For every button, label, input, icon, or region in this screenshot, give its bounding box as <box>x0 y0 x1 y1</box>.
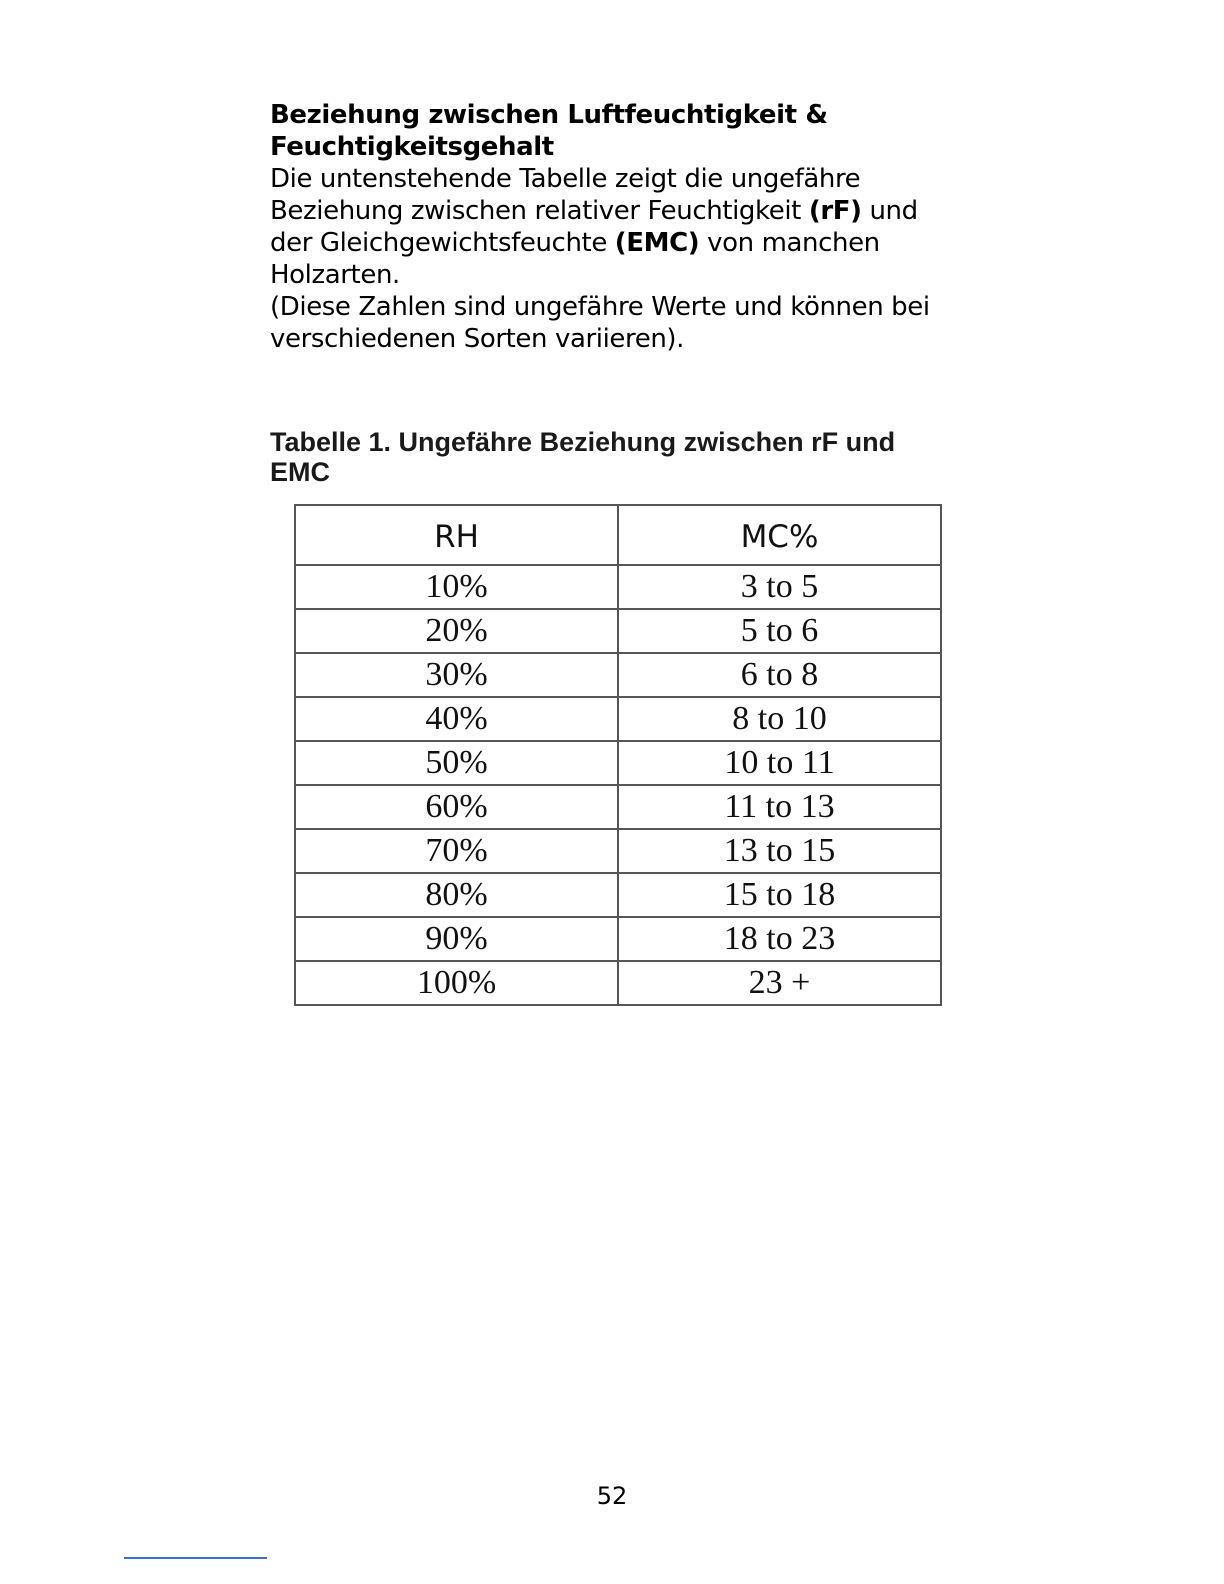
intro-text-3: von manchen Holzarten. <box>270 228 880 290</box>
cell-rh: 20% <box>295 609 618 653</box>
cell-mc: 10 to 11 <box>618 741 941 785</box>
intro-text-1: Die untenstehende Tabelle zeigt die ungefähre Beziehung zwischen relativer Feuchtigkeit <box>270 164 861 226</box>
section-heading-line2: Feuchtigkeitsgehalt <box>270 132 554 162</box>
cell-mc: 13 to 15 <box>618 829 941 873</box>
section-heading <box>270 99 950 163</box>
cell-rh: 80% <box>295 873 618 917</box>
page-number: 52 <box>596 1482 628 1510</box>
note-paragraph: (Diese Zahlen sind ungefähre Werte und können bei verschiedenen Sorten variieren). <box>270 292 930 354</box>
cell-mc: 23 + <box>618 961 941 1005</box>
emc-abbreviation: (EMC) <box>614 228 700 258</box>
table-row <box>295 565 941 609</box>
table-row <box>295 653 941 697</box>
cell-mc: 5 to 6 <box>618 609 941 653</box>
cell-mc: 8 to 10 <box>618 697 941 741</box>
cell-rh: 100% <box>295 961 618 1005</box>
table-row <box>295 873 941 917</box>
cell-rh: 10% <box>295 565 618 609</box>
header-rh: RH <box>295 505 618 565</box>
emc-table-wrapper <box>294 504 942 1006</box>
table-row <box>295 961 941 1005</box>
table-row <box>295 917 941 961</box>
table-row <box>295 697 941 741</box>
header-mc: MC% <box>618 505 941 565</box>
intro-paragraph <box>270 163 950 291</box>
rf-abbreviation: (rF) <box>808 196 862 226</box>
section-heading-line1: Beziehung zwischen Luftfeuchtigkeit & <box>270 100 828 130</box>
cell-rh: 90% <box>295 917 618 961</box>
intro-text-2: und der Gleichgewichtsfeuchte <box>270 196 918 258</box>
cell-rh: 30% <box>295 653 618 697</box>
cell-mc: 3 to 5 <box>618 565 941 609</box>
cell-rh: 60% <box>295 785 618 829</box>
cell-mc: 18 to 23 <box>618 917 941 961</box>
table-row <box>295 829 941 873</box>
emc-table <box>294 504 942 1006</box>
table-row <box>295 741 941 785</box>
table-caption: Tabelle 1. Ungefähre Beziehung zwischen rF und EMC <box>270 427 896 487</box>
cell-mc: 15 to 18 <box>618 873 941 917</box>
footnote-divider <box>124 1557 267 1559</box>
cell-rh: 50% <box>295 741 618 785</box>
cell-mc: 11 to 13 <box>618 785 941 829</box>
cell-mc: 6 to 8 <box>618 653 941 697</box>
table-row <box>295 785 941 829</box>
cell-rh: 40% <box>295 697 618 741</box>
table-header-row <box>295 505 941 565</box>
cell-rh: 70% <box>295 829 618 873</box>
table-row <box>295 609 941 653</box>
section-text <box>270 99 950 355</box>
